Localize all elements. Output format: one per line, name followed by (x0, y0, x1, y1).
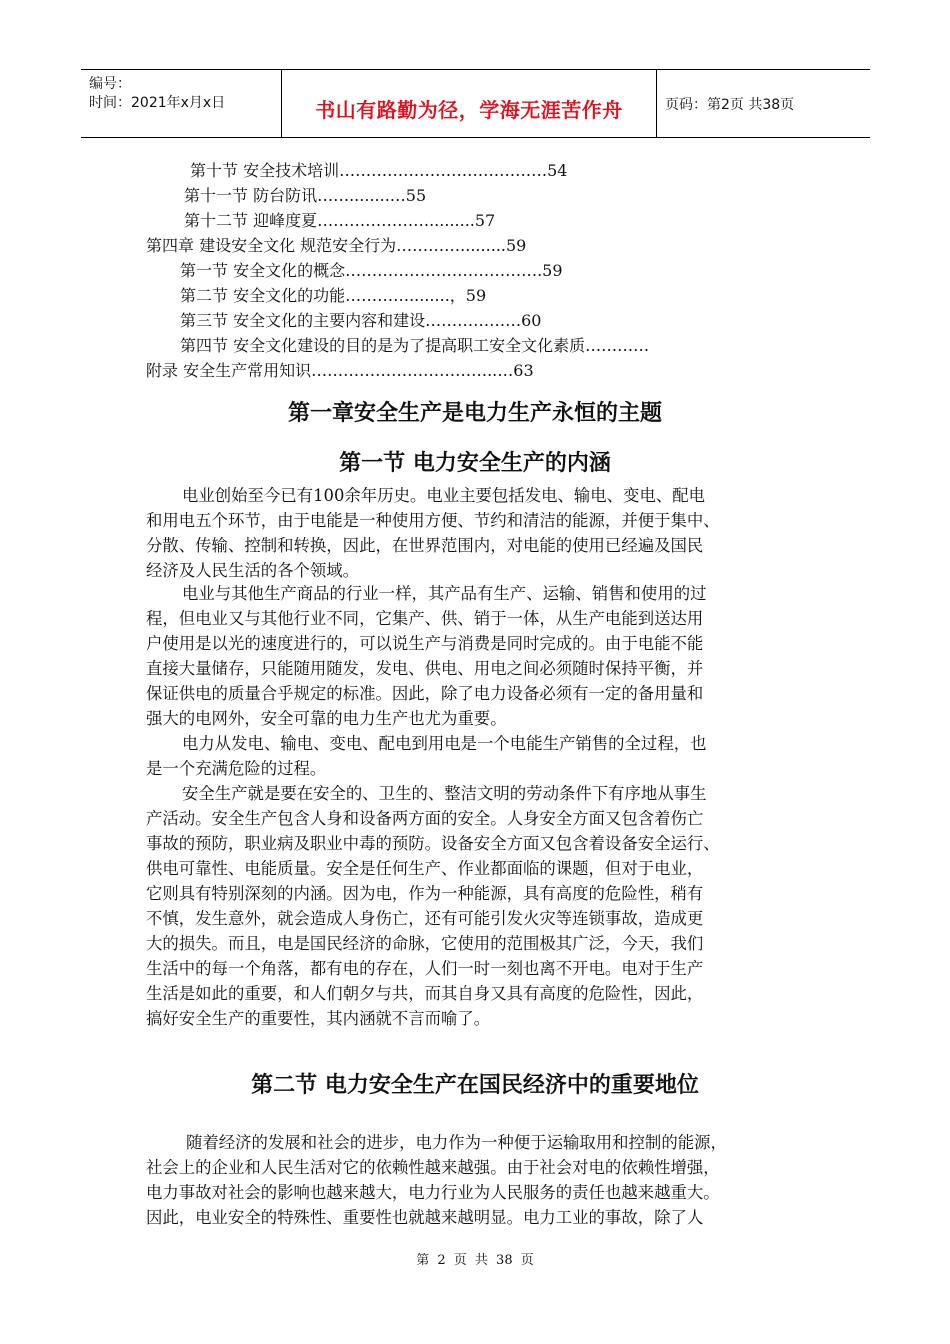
paragraph-line: 生活中的每一个角落，都有电的存在，人们一时一刻也离不开电。电对于生产 (146, 959, 704, 978)
paragraph-line: 生活是如此的重要，和人们朝夕与共，而其自身又具有高度的危险性，因此， (146, 984, 704, 1003)
paragraph-line: 随着经济的发展和社会的进步，电力作为一种便于运输取用和控制的能源， (186, 1133, 727, 1152)
paragraph-line: 电力事故对社会的影响也越来越大，电力行业为人民服务的责任也越来越重大。 (146, 1183, 720, 1202)
paragraph-line: 是一个充满危险的过程。 (146, 759, 327, 778)
toc-entry: 第二节 安全文化的功能…………........，59 (180, 286, 487, 305)
header-page-cell (657, 70, 870, 137)
paragraph-line: 户使用是以光的速度进行的，可以说生产与消费是同时完成的。由于电能不能 (146, 634, 704, 653)
page-header (81, 69, 870, 138)
number-label: 编号： (89, 76, 131, 92)
paragraph-line: 经济及人民生活的各个领域。 (146, 561, 360, 580)
paragraph-line: 强大的电网外，安全可靠的电力生产也尤为重要。 (146, 709, 507, 728)
paragraph-line: 电力从发电、输电、变电、配电到用电是一个电能生产销售的全过程，也 (182, 734, 707, 753)
paragraph-line: 社会上的企业和人民生活对它的依赖性越来越强。由于社会对电的依赖性增强， (146, 1158, 720, 1177)
paragraph-line: 电业与其他生产商品的行业一样，其产品有生产、运输、销售和使用的过 (182, 584, 707, 603)
toc-entry: 第三节 安全文化的主要内容和建设………………60 (180, 311, 542, 330)
chapter-title: 第一章安全生产是电力生产永恒的主题 (287, 401, 662, 426)
section1-title: 第一节 电力安全生产的内涵 (339, 451, 611, 476)
paragraph-line: 分散、传输、控制和转换，因此，在世界范围内，对电能的使用已经遍及国民 (146, 536, 704, 555)
paragraph-line: 不慎，发生意外，就会造成人身伤亡，还有可能引发火灾等连锁事故，造成更 (146, 909, 704, 928)
toc-entry: 第十二节 迎峰度夏………………….........57 (184, 211, 496, 230)
header-info-cell (81, 70, 282, 137)
paragraph-line: 大的损失。而且，电是国民经济的命脉，它使用的范围极其广泛，今天，我们 (146, 934, 704, 953)
toc-entry: 第四节 安全文化建设的目的是为了提高职工安全文化素质………… (180, 336, 650, 355)
toc-entry: 第一节 安全文化的概念……………………………….59 (180, 261, 563, 280)
date-label: 时间：2021年x月x日 (89, 95, 226, 111)
paragraph-line: 程，但电业又与其他行业不同，它集产、供、销于一体，从生产电能到送达用 (146, 609, 704, 628)
paragraph-line: 安全生产就是要在安全的、卫生的、整洁文明的劳动条件下有序地从事生 (182, 784, 707, 803)
toc-entry: 第四章 建设安全文化 规范安全行为………….........59 (146, 236, 527, 255)
page-label: 页码：第2页 共38页 (665, 97, 795, 113)
section2-title: 第二节 电力安全生产在国民经济中的重要地位 (251, 1073, 699, 1098)
motto: 书山有路勤为径，学海无涯苦作舟 (315, 98, 623, 122)
paragraph-line: 事故的预防，职业病及职业中毒的预防。设备安全方面又包含着设备安全运行、 (146, 834, 720, 853)
paragraph-line: 因此，电业安全的特殊性、重要性也就越来越明显。电力工业的事故，除了人 (146, 1208, 704, 1227)
page-footer: 第 2 页 共 38 页 (416, 1253, 534, 1268)
paragraph-line: 它则具有特别深刻的内涵。因为电，作为一种能源，具有高度的危险性，稍有 (146, 884, 704, 903)
toc-entry: 附录 安全生产常用知识……………………………..…63 (146, 361, 534, 380)
paragraph-line: 保证供电的质量合乎规定的标准。因此，除了电力设备必须有一定的备用量和 (146, 684, 704, 703)
paragraph-line: 和用电五个环节，由于电能是一种使用方便、节约和清洁的能源，并便于集中、 (146, 511, 720, 530)
paragraph-line: 电业创始至今已有100余年历史。电业主要包括发电、输电、变电、配电 (182, 486, 706, 505)
paragraph-line: 供电可靠性、电能质量。安全是任何生产、作业都面临的课题，但对于电业， (146, 859, 704, 878)
header-motto-cell (282, 70, 657, 137)
toc-entry: 第十一节 防台防讯……........…55 (184, 186, 427, 205)
paragraph-line: 搞好安全生产的重要性，其内涵就不言而喻了。 (146, 1009, 491, 1028)
paragraph-line: 直接大量储存，只能随用随发，发电、供电、用电之间必须随时保持平衡，并 (146, 659, 704, 678)
paragraph-line: 产活动。安全生产包含人身和设备两方面的安全。人身安全方面又包含着伤亡 (146, 809, 704, 828)
toc-entry: 第十节 安全技术培训…………………………………54 (190, 161, 568, 180)
